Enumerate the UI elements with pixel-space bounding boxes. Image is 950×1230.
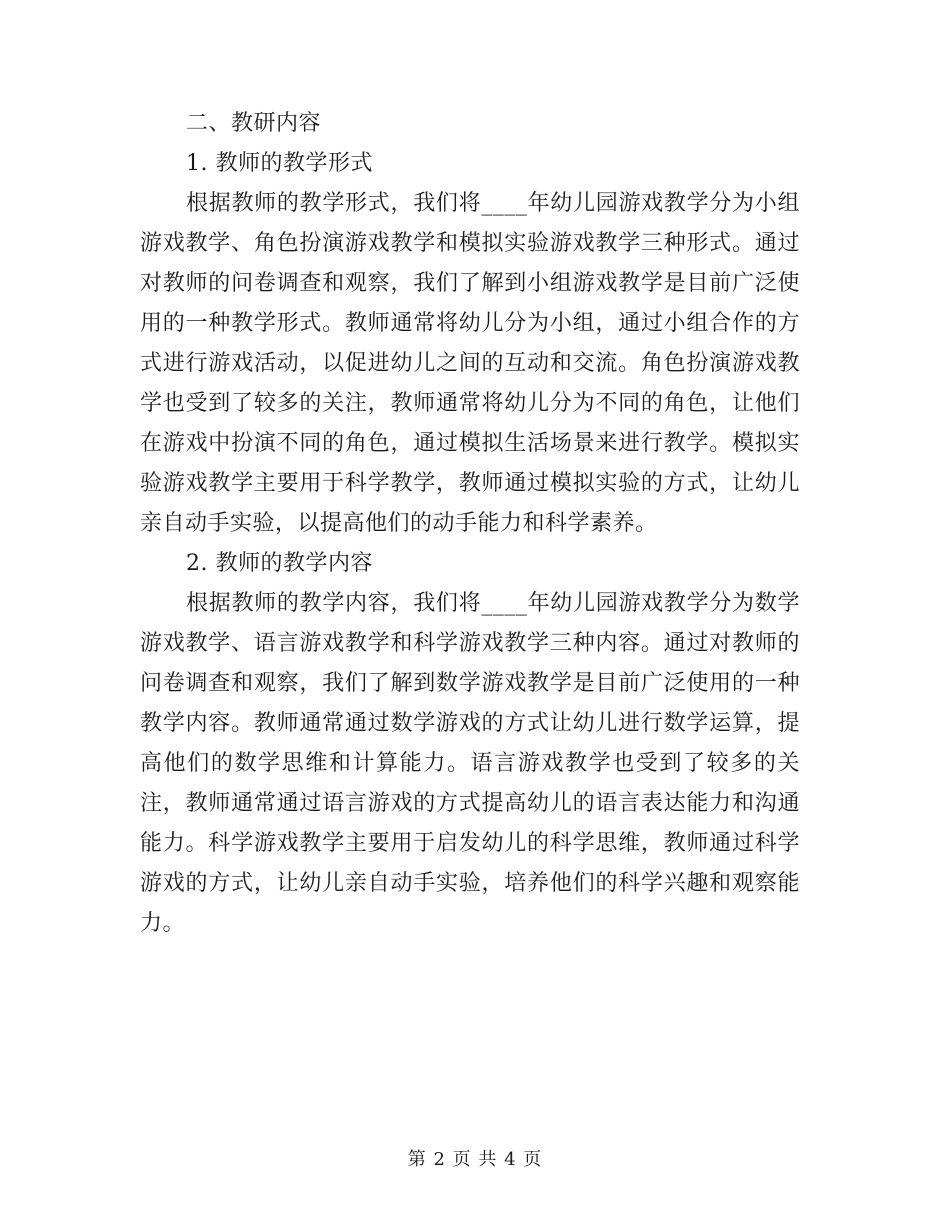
document-body <box>140 104 800 944</box>
page-number-footer: 第 2 页 共 4 页 <box>407 1149 543 1170</box>
paragraph-teaching-form: 根据教师的教学形式，我们将____年幼儿园游戏教学分为小组游戏教学、角色扮演游戏教学和模拟实验游戏教学三种形式。通过对教师的问卷调查和观察，我们了解到小组游戏教学是目前广泛使用的一种教学形式。教师通常将幼儿分为小组，通过小组合作的方式进行游戏活动，以促进幼儿之间的互动和交流。角色扮演游戏教学也受到了较多的关注，教师通常将幼儿分为不同的角色，让他们在游戏中扮演不同的角色，通过模拟生活场景来进行教学。模拟实验游戏教学主要用于科学教学，教师通过模拟实验的方式，让幼儿亲自动手实验，以提高他们的动手能力和科学素养。 <box>140 191 800 536</box>
subsection-heading-teaching-content: 2. 教师的教学内容 <box>186 551 373 576</box>
paragraph-teaching-content: 根据教师的教学内容，我们将____年幼儿园游戏教学分为数学游戏教学、语言游戏教学和科学游戏教学三种内容。通过对教师的问卷调查和观察，我们了解到数学游戏教学是目前广泛使用的一种教学内容。教师通常通过数学游戏的方式让幼儿进行数学运算，提高他们的数学思维和计算能力。语言游戏教学也受到了较多的关注，教师通常通过语言游戏的方式提高幼儿的语言表达能力和沟通能力。科学游戏教学主要用于启发幼儿的科学思维，教师通过科学游戏的方式，让幼儿亲自动手实验，培养他们的科学兴趣和观察能力。 <box>140 591 800 936</box>
subsection-heading-teaching-form: 1. 教师的教学形式 <box>186 151 373 176</box>
section-heading: 二、教研内容 <box>186 111 322 136</box>
